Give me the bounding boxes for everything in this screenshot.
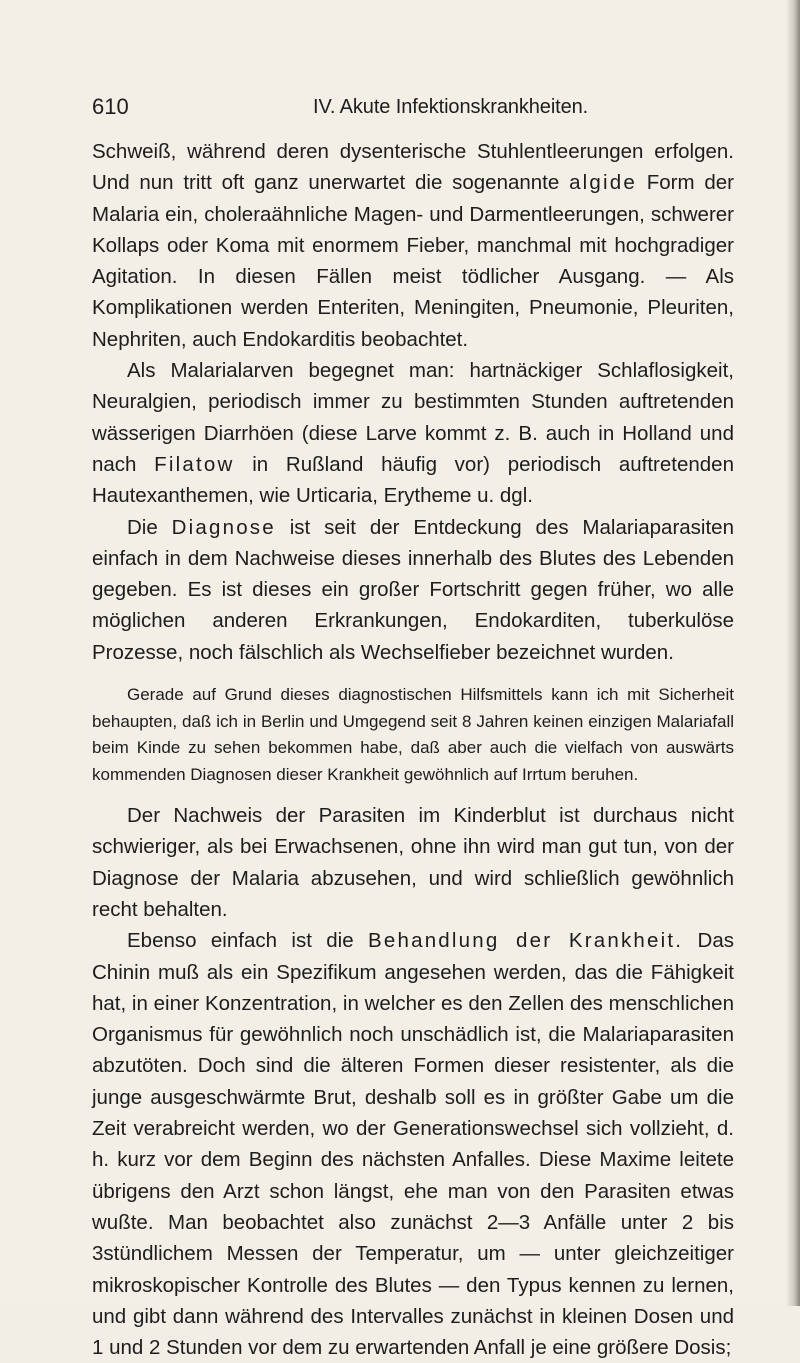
paragraph-6 [92, 925, 734, 1363]
body-text [92, 136, 734, 1363]
paragraph-3-text-a: Die [127, 515, 172, 539]
paragraph-6-text-a: Ebenso einfach ist die [127, 929, 369, 953]
paragraph-2-text-a: Als Malarialarven begegnet man: hartnäckiger Schlaflosigkeit, Neuralgien, periodisch immer zu bestimmten Stunden auftretenden wässerigen Diarrhöen (diese Larve kommt z. B. auch in Holland und nach [92, 359, 734, 476]
paragraph-5: Der Nachweis der Parasiten im Kinderblut ist durchaus nicht schwieriger, als bei Erwachsenen, ohne ihn wird man gut tun, von der Diagnose der Malaria abzusehen, und wird schließlich gewöhnlich recht behalten. [92, 804, 734, 921]
emphasis-behandlung: Behandlung der Krankheit. [368, 929, 684, 953]
page-header [92, 92, 732, 122]
paragraph-2 [92, 355, 734, 511]
paragraph-1-text-a: Schweiß, während deren dysenterische Stuhlentleerungen erfolgen. Und nun tritt oft ganz unerwartet die sogenannte [92, 140, 734, 195]
emphasis-diagnose: Diagnose [171, 515, 276, 539]
paragraph-2-text-c: in Rußland häufig vor) periodisch auftretenden Hautexanthemen, wie Urticaria, Erytheme u. dgl. [92, 452, 734, 508]
paragraph-1 [92, 136, 734, 355]
page-number: 610 [92, 94, 129, 119]
paragraph-3 [92, 512, 734, 668]
emphasis-filatow: Filatow [154, 452, 235, 476]
page-edge-shadow [786, 0, 800, 1306]
small-print-paragraph: Gerade auf Grund dieses diagnostischen Hilfsmittels kann ich mit Sicherheit behaupten, daß ich in Berlin und Umgegend seit 8 Jahren keinen einzigen Malariafall beim Kinde zu sehen bekommen habe, daß aber auch die vielfach von auswärts kommenden Diagnosen dieser Krankheit gewöhnlich auf Irrtum beruhen. [92, 685, 734, 784]
paragraph-6-text-c: Das Chinin muß als ein Spezifikum angesehen werden, das die Fähigkeit hat, in einer Konzentration, in welcher es den Zellen des menschlichen Organismus für gewöhnlich noch unschädlich ist, die Malariaparasiten abzutöten. Doch sind die älteren Formen dieser resistenter, als die junge ausgeschwärmte Brut, deshalb soll es in größter Gabe um die Zeit verabreicht werden, wo der Generationswechsel sich vollzieht, d. h. kurz vor dem Beginn des nächsten Anfalles. Diese Maxime leitete übrigens den Arzt schon längst, ehe man von den Parasiten etwas wußte. Man beobachtet also zunächst 2—3 Anfälle unter 2 bis 3stündlichem Messen der Temperatur, um — unter gleichzeitiger mikroskopischer Kontrolle des Blutes — den Typus kennen zu lernen, und gibt dann während des Intervalles zunächst in kleinen Dosen und 1 und 2 Stunden vor dem zu erwartenden Anfall je eine größere Dosis; [92, 929, 734, 1360]
paragraph-3-text-c: ist seit der Entdeckung des Malariaparasiten einfach in dem Nachweise dieses innerhalb des Blutes des Lebenden gegeben. Es ist dieses ein großer Fortschritt gegen früher, wo alle möglichen anderen Erkrankungen, Endokarditen, tuberkulöse Prozesse, noch fälschlich als Wechselfieber bezeichnet wurden. [92, 515, 734, 664]
emphasis-algide: algide [569, 171, 637, 195]
paragraph-1-text-c: Form der Malaria ein, choleraähnliche Magen- und Darmentleerungen, schwerer Kollaps oder Koma mit enormem Fieber, manchmal mit hochgradiger Agitation. In diesen Fällen meist tödlicher Ausgang. — Als Komplikationen werden Enteriten, Meningiten, Pneumonie, Pleuriten, Nephriten, auch Endokarditis beobachtet. [92, 171, 734, 351]
running-head: IV. Akute Infektionskrankheiten. [313, 96, 589, 118]
